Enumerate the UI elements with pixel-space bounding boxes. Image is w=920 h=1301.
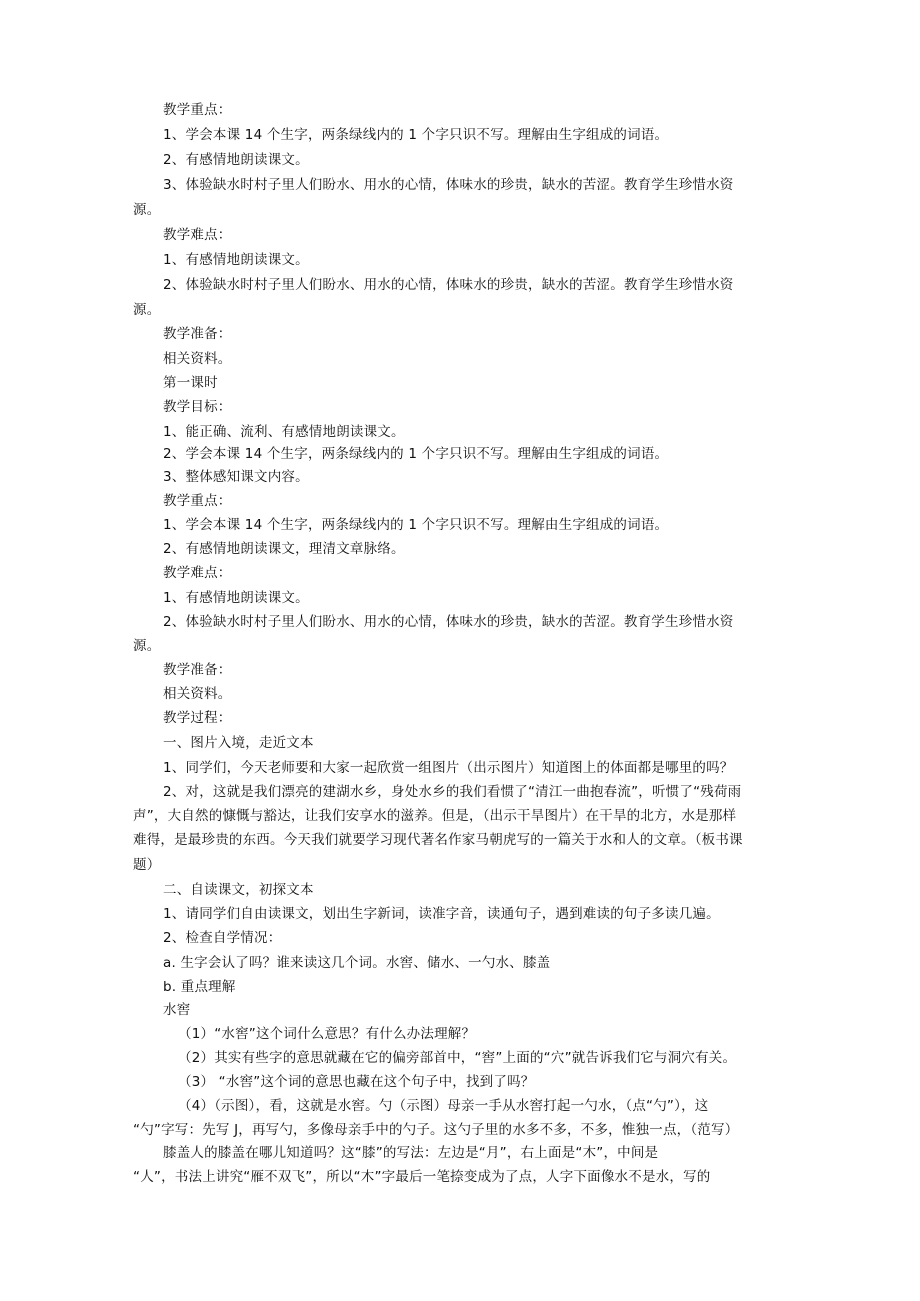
- text-line: 3、体验缺水时村子里人们盼水、用水的心情，体味水的珍贵，缺水的苦涩。教育学生珍惜水资: [163, 177, 734, 193]
- text-line: 2、对，这就是我们漂亮的建湖水乡，身处水乡的我们看惯了“清江一曲抱春流”，听惯了“残荷雨: [163, 784, 742, 800]
- text-line: 1、学会本课 14 个生字，两条绿线内的 1 个字只识不写。理解由生字组成的词语。: [163, 517, 669, 533]
- text-line: 题）: [133, 857, 161, 873]
- text-line: 1、有感情地朗读课文。: [163, 252, 309, 268]
- text-line: 膝盖人的膝盖在哪儿知道吗？这“膝”的写法：左边是“月”，右上面是“木”，中间是: [163, 1145, 659, 1161]
- text-line: 1、能正确、流利、有感情地朗读课文。: [163, 424, 405, 440]
- heading-preparation: 教学准备：: [163, 326, 232, 342]
- section-heading: 二、自读课文，初探文本: [163, 882, 314, 898]
- heading-process: 教学过程：: [163, 710, 232, 726]
- heading-key-points: 教学重点：: [163, 493, 232, 509]
- heading-first-lesson: 第一课时: [163, 375, 218, 391]
- text-line: 2、有感情地朗读课文，理清文章脉络。: [163, 541, 405, 557]
- heading-difficulties: 教学难点：: [163, 227, 232, 243]
- text-line: 2、学会本课 14 个生字，两条绿线内的 1 个字只识不写。理解由生字组成的词语。: [163, 446, 669, 462]
- heading-difficulties: 教学难点：: [163, 565, 232, 581]
- text-line: 3、整体感知课文内容。: [163, 469, 309, 485]
- text-line: “勺”字写：先写 J，再写勺，多像母亲手中的勺子。这勺子里的水多不多，不多，惟独一点，（范写）: [133, 1122, 739, 1138]
- text-line: 2、有感情地朗读课文。: [163, 152, 309, 168]
- text-line: 1、有感情地朗读课文。: [163, 590, 309, 606]
- text-line: 2、检查自学情况：: [163, 930, 282, 946]
- text-line: 难得，是最珍贵的东西。今天我们就要学习现代著名作家马朝虎写的一篇关于水和人的文章。（板书课: [133, 832, 743, 848]
- text-line: （4）（示图），看，这就是水窖。勺（示图）母亲一手从水窖打起一勺水，（点“勺”），这: [178, 1098, 709, 1114]
- text-line: （1）“水窖”这个词什么意思？有什么办法理解？: [178, 1026, 476, 1042]
- text-line: 相关资料。: [163, 686, 232, 702]
- heading-preparation: 教学准备：: [163, 662, 232, 678]
- text-line: 1、同学们，今天老师要和大家一起欣赏一组图片（出示图片）知道图上的体面都是哪里的吗？: [163, 760, 734, 776]
- text-line: “人”，书法上讲究“雁不双飞”，所以“木”字最后一笔捺变成为了点，人字下面像水不是水，写的: [133, 1169, 711, 1185]
- text-line: 2、体验缺水时村子里人们盼水、用水的心情，体味水的珍贵，缺水的苦涩。教育学生珍惜水资: [163, 614, 734, 630]
- text-line: 相关资料。: [163, 351, 232, 367]
- text-line: 2、体验缺水时村子里人们盼水、用水的心情，体味水的珍贵，缺水的苦涩。教育学生珍惜水资: [163, 277, 734, 293]
- text-line: （2）其实有些字的意思就藏在它的偏旁部首中，“窖”上面的“穴”就告诉我们它与洞穴有关。: [178, 1050, 737, 1066]
- heading-key-points: 教学重点：: [163, 102, 232, 118]
- text-line: 1、学会本课 14 个生字，两条绿线内的 1 个字只识不写。理解由生字组成的词语。: [163, 127, 669, 143]
- heading-objectives: 教学目标：: [163, 399, 232, 415]
- text-line: 源。: [133, 302, 161, 318]
- text-line: b. 重点理解: [163, 979, 236, 995]
- text-line: a. 生字会认了吗？谁来读这几个词。水窖、储水、一勺水、膝盖: [163, 955, 551, 971]
- section-heading: 一、图片入境，走近文本: [163, 735, 314, 751]
- text-line: 源。: [133, 202, 161, 218]
- text-line: 源。: [133, 638, 161, 654]
- text-line: 1、请同学们自由读课文，划出生字新词，读准字音，读通句子，遇到难读的句子多读几遍。: [163, 906, 720, 922]
- text-line: （3） “水窖”这个词的意思也藏在这个句子中，找到了吗？: [178, 1074, 535, 1090]
- text-line: 声”，大自然的慷慨与豁达，让我们安享水的滋养。但是，（出示干旱图片）在干旱的北方，水是那样: [133, 808, 737, 824]
- subheading: 水窖: [163, 1002, 191, 1018]
